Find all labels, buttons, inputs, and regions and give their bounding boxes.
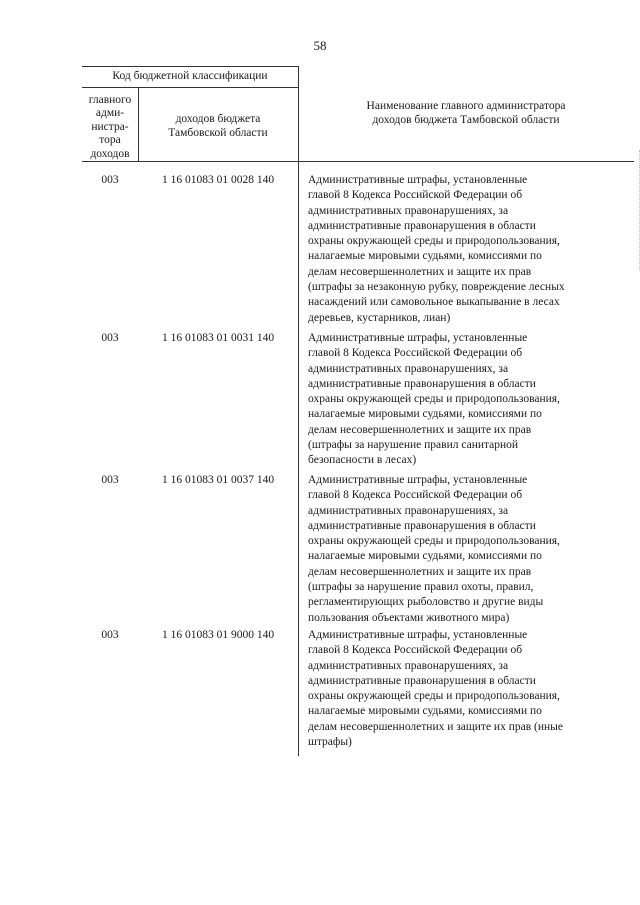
row-income-code: 1 16 01083 01 9000 140 — [161, 629, 275, 641]
row-name-line: административные правонарушения в области — [308, 377, 536, 390]
row-name-line: пользования объектами животного мира) — [308, 611, 510, 624]
header-admin-line: главного — [88, 94, 132, 106]
row-name-line: безопасности в лесах) — [308, 454, 417, 467]
row-name-line: (штрафы за незаконную рубку, повреждение лесных — [308, 281, 565, 294]
row-name-line: охраны окружающей среды и природопользования, — [308, 690, 560, 703]
row-income-code: 1 16 01083 01 0037 140 — [161, 474, 275, 486]
row-name-line: охраны окружающей среды и природопользования, — [308, 393, 560, 406]
row-admin-code: 003 — [101, 629, 119, 641]
header-admin-line: тора — [99, 134, 121, 147]
row-name-line: делам несовершеннолетних и защите их прав — [308, 565, 532, 578]
header-income-line: доходов бюджета — [175, 113, 261, 125]
row-name-line: регламентирующих рыболовство и другие виды — [308, 596, 544, 609]
row-name-line: охраны окружающей среды и природопользования, — [308, 235, 560, 248]
row-name-line: административные правонарушения в области — [308, 219, 536, 232]
scan-edge-artifact — [636, 150, 640, 270]
row-income-code: 1 16 01083 01 0028 140 — [161, 174, 275, 186]
row-admin-code: 003 — [101, 174, 119, 186]
row-name — [308, 173, 608, 326]
header-name-line: Наименование главного администратора — [366, 100, 566, 112]
row-name-line: налагаемые мировыми судьями, комиссиями по — [308, 550, 542, 563]
row-name-line: главой 8 Кодекса Российской Федерации об — [308, 347, 523, 360]
header-admin-line: нистра- — [91, 120, 129, 133]
row-income-code: 1 16 01083 01 0031 140 — [161, 332, 275, 344]
budget-code-table — [82, 66, 634, 756]
row-name-line: Административные штрафы, установленные — [308, 474, 528, 486]
row-name-line: налагаемые мировыми судьями, комиссиями по — [308, 705, 542, 718]
row-name-line: делам несовершеннолетних и защите их прав — [308, 423, 532, 436]
header-income-line: Тамбовской области — [168, 127, 268, 139]
row-name-line: главой 8 Кодекса Российской Федерации об — [308, 644, 523, 657]
header-admin-column — [82, 94, 138, 161]
column-divider-main — [298, 66, 299, 756]
row-name-line: Административные штрафы, установленные — [308, 332, 528, 344]
row-admin-code: 003 — [101, 474, 119, 486]
row-name-line: (штрафы за нарушение правил санитарной — [308, 439, 519, 452]
row-name-line: административных правонарушениях, за — [308, 204, 509, 217]
row-name — [308, 628, 608, 750]
header-admin-line: адми- — [95, 107, 125, 120]
header-top-rule — [82, 66, 298, 67]
row-name-line: административных правонарушениях, за — [308, 362, 509, 375]
row-name-line: налагаемые мировыми судьями, комиссиями по — [308, 408, 542, 421]
header-name-line: доходов бюджета Тамбовской области — [372, 114, 560, 126]
row-name-line: налагаемые мировыми судьями, комиссиями по — [308, 250, 542, 263]
header-group-title: Код бюджетной классификации — [112, 70, 268, 82]
row-name-line: административные правонарушения в области — [308, 674, 536, 687]
row-name-line: делам несовершеннолетних и защите их прав (иные — [308, 720, 563, 733]
row-name-line: главой 8 Кодекса Российской Федерации об — [308, 489, 523, 502]
row-name-line: (штрафы за нарушение правил охоты, правил, — [308, 581, 534, 594]
row-name-line: охраны окружающей среды и природопользования, — [308, 535, 560, 548]
row-name-line: штрафы) — [308, 736, 352, 749]
row-name-line: насаждений или самовольное выкапывание в лесах — [308, 296, 560, 309]
header-name-column — [298, 99, 634, 127]
row-name-line: административных правонарушениях, за — [308, 659, 509, 672]
row-name-line: административные правонарушения в области — [308, 519, 536, 532]
header-bottom-rule — [82, 161, 634, 162]
page-number: 58 — [313, 38, 327, 53]
header-income-column — [138, 112, 298, 140]
row-admin-code: 003 — [101, 332, 119, 344]
row-name — [308, 331, 608, 469]
row-name-line: главой 8 Кодекса Российской Федерации об — [308, 189, 523, 202]
row-name-line: делам несовершеннолетних и защите их прав — [308, 265, 532, 278]
row-name — [308, 473, 608, 626]
row-name-line: Административные штрафы, установленные — [308, 629, 528, 641]
header-group-rule — [82, 87, 298, 88]
row-name-line: деревьев, кустарников, лиан) — [308, 311, 451, 324]
row-name-line: административных правонарушениях, за — [308, 504, 509, 517]
header-admin-line: доходов — [90, 147, 130, 160]
row-name-line: Административные штрафы, установленные — [308, 174, 528, 186]
